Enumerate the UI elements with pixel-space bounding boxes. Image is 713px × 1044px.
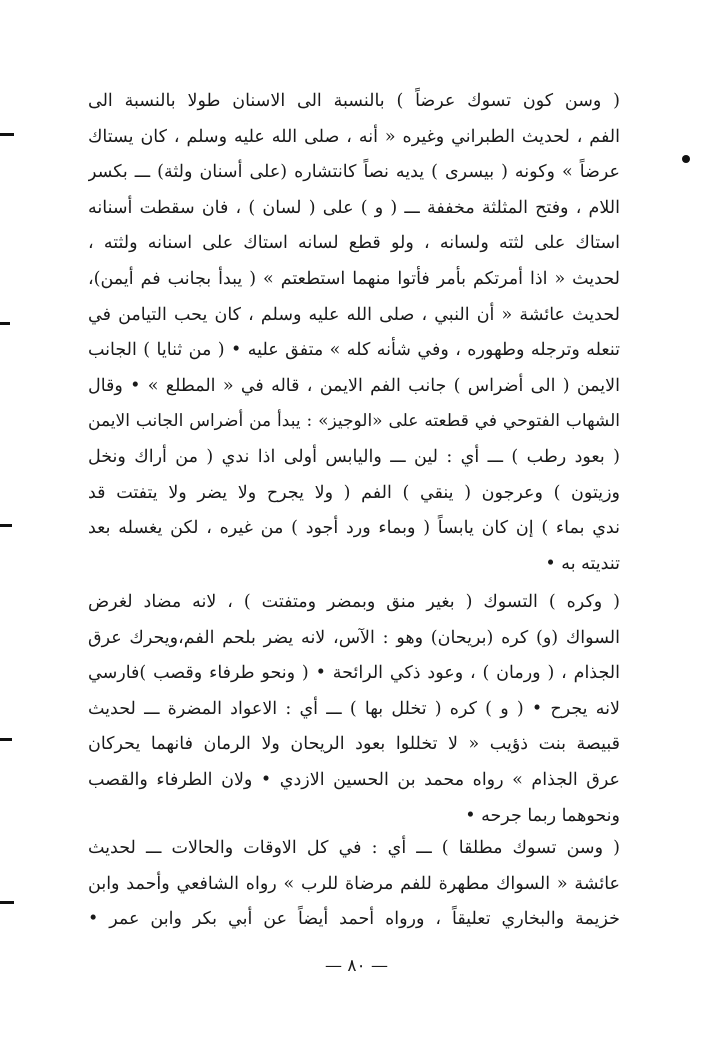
scan-margin-mark: [0, 901, 14, 904]
text-line: ( وكره ) التسوك ( بغير منق وبمضر ومتفتت ) ، لانه مضاد لغرض: [88, 592, 620, 612]
text-line: تنعله وترجله وطهوره ، وفي شأنه كله » متفق عليه • ( من ثنايا ) الجانب: [88, 340, 620, 361]
text-line: لحديث « اذا أمرتكم بأمر فأتوا منهما استطعتم » ( يبدأ بجانب فم أيمن)،: [88, 268, 620, 289]
text-line: اللام ، وفتح المثلثة مخففة ـــ ( و ) على ( لسان ) ، فان سقطت أسنانه: [88, 197, 620, 218]
scan-dot: [682, 155, 690, 163]
text-line: ( بعود رطب ) ـــ أي : لين ـــ واليابس أولى اذا ندي ( من أراك ونخل: [88, 446, 620, 467]
scan-margin-mark: [0, 738, 12, 741]
text-line: الفم ، لحديث الطبراني وغيره « أنه ، صلى الله عليه وسلم ، كان يستاك: [88, 126, 620, 147]
text-line: السواك (و) كره (بريحان) وهو : الآس، لانه يضر بلحم الفم،ويحرك عرق: [88, 627, 620, 648]
paragraph-siwak-direction: [88, 84, 620, 582]
text-line: ونحوهما ربما جرحه •: [465, 805, 620, 826]
text-line: عرق الجذام » رواه محمد بن الحسين الازدي • ولان الطرفاء والقصب: [88, 769, 620, 790]
text-line: تنديته به •: [545, 553, 620, 574]
text-line: ندي بماء ) إن كان يابساً ( وبماء ورد أجود ) من غيره ، لكن يغسله بعد: [88, 518, 620, 539]
paragraph-siwak-always: [88, 831, 620, 938]
text-line: الايمن ( الى أضراس ) جانب الفم الايمن ، قاله في « المطلع » • وقال: [88, 375, 620, 396]
text-line: ( وسن كون تسوك عرضاً ) بالنسبة الى الاسنان طولا بالنسبة الى: [88, 91, 620, 111]
page-number: — ٨٠ —: [324, 956, 389, 976]
text-line: قبيصة بنت ذؤيب « لا تخللوا بعود الريحان ولا الرمان فانهما يحركان: [88, 734, 620, 755]
scan-margin-mark: [0, 322, 10, 325]
text-line: خزيمة والبخاري تعليقاً ، ورواه أحمد أيضاً عن أبي بكر وابن عمر •: [88, 909, 620, 930]
text-line: لحديث عائشة « أن النبي ، صلى الله عليه وسلم ، كان يحب التيامن في: [88, 304, 620, 325]
text-line: استاك على لثته ولسانه ، ولو قطع لسانه استاك على اسنانه ولثته ،: [88, 233, 620, 254]
scan-margin-mark: [0, 133, 14, 136]
text-line: لانه يجرح • ( و ) كره ( تخلل بها ) ـــ أي : الاعواد المضرة ـــ لحديث: [88, 698, 620, 719]
text-line: عرضاً » وكونه ( بيسرى ) يديه نصاً كانتشاره (على أسنان ولثة) ـــ بكسر: [88, 162, 620, 183]
scan-margin-mark: [0, 524, 12, 527]
text-line: الشهاب الفتوحي في قطعته على «الوجيز» : يبدأ من أضراس الجانب الايمن: [88, 411, 620, 432]
text-line: الجذام ، ( ورمان ) ، وعود ذكي الرائحة • ( ونحو طرفاء وقصب )فارسي: [88, 663, 620, 684]
text-line: وزيتون ) وعرجون ( ينقي ) الفم ( ولا يجرح ولا يضر ولا يتفتت قد: [88, 482, 620, 503]
text-line: عائشة « السواك مطهرة للفم مرضاة للرب » رواه الشافعي وأحمد وابن: [88, 873, 620, 894]
paragraph-disliked-siwak: [88, 585, 620, 834]
text-line: ( وسن تسوك مطلقا ) ـــ أي : في كل الاوقات والحالات ـــ لحديث: [88, 838, 620, 858]
